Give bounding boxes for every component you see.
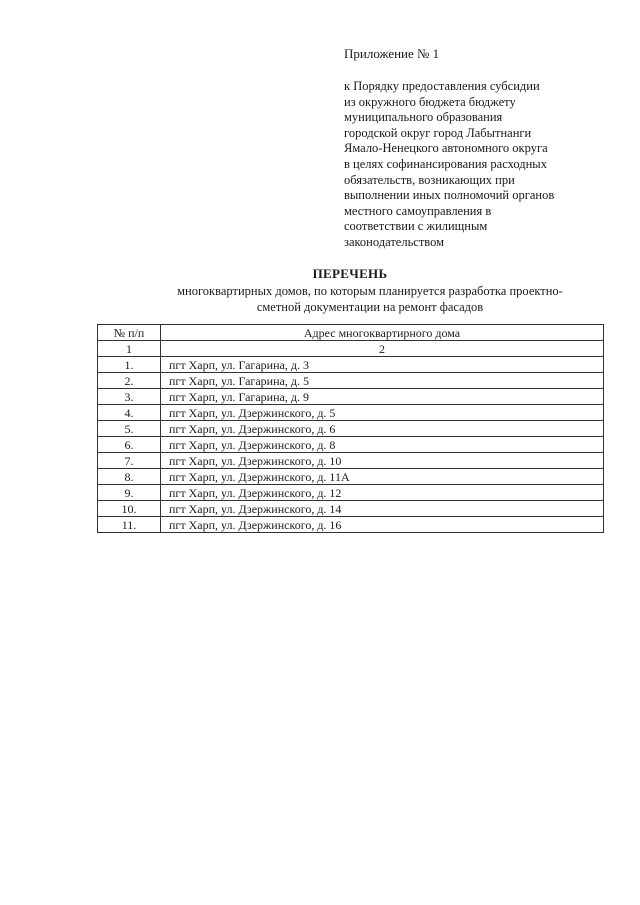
list-heading: ПЕРЕЧЕНЬ [312, 266, 388, 281]
table-row [98, 405, 604, 421]
table-row [98, 485, 604, 501]
row-address: пгт Харп, ул. Дзержинского, д. 6 [161, 421, 604, 437]
column-number-1: 1 [98, 341, 161, 357]
row-number: 3. [98, 389, 161, 405]
row-number: 11. [98, 517, 161, 533]
row-address: пгт Харп, ул. Дзержинского, д. 5 [161, 405, 604, 421]
table-row [98, 437, 604, 453]
appendix-line: выполнении иных полномочий органов [344, 188, 555, 203]
appendix-line: соответствии с жилищным [344, 219, 488, 234]
appendix-title: Приложение № 1 [344, 46, 440, 61]
appendix-line: местного самоуправления в [344, 203, 492, 218]
row-address: пгт Харп, ул. Дзержинского, д. 11А [161, 469, 604, 485]
row-number: 4. [98, 405, 161, 421]
table-column-numbers-row [98, 341, 604, 357]
column-number-2: 2 [161, 341, 604, 357]
list-subtitle-line: многоквартирных домов, по которым планируется разработка проектно- [177, 284, 563, 298]
row-number: 5. [98, 421, 161, 437]
table-row [98, 357, 604, 373]
table-row [98, 421, 604, 437]
appendix-line: законодательством [344, 234, 445, 249]
appendix-line: к Порядку предоставления субсидии [344, 79, 540, 93]
row-address: пгт Харп, ул. Дзержинского, д. 10 [161, 453, 604, 469]
appendix-line: Ямало-Ненецкого автономного округа [344, 141, 548, 156]
table-row [98, 373, 604, 389]
list-subtitle-line: сметной документации на ремонт фасадов [256, 300, 484, 314]
row-address: пгт Харп, ул. Гагарина, д. 9 [161, 389, 604, 405]
table-row [98, 453, 604, 469]
appendix-line: из окружного бюджета бюджету [344, 94, 516, 109]
row-number: 10. [98, 501, 161, 517]
row-number: 6. [98, 437, 161, 453]
table-row [98, 517, 604, 533]
row-address: пгт Харп, ул. Дзержинского, д. 8 [161, 437, 604, 453]
row-address: пгт Харп, ул. Дзержинского, д. 16 [161, 517, 604, 533]
table-row [98, 389, 604, 405]
appendix-description [344, 79, 614, 251]
row-address: пгт Харп, ул. Гагарина, д. 3 [161, 357, 604, 373]
appendix-line: в целях софинансирования расходных [344, 156, 547, 171]
list-subtitle [80, 283, 640, 315]
row-address: пгт Харп, ул. Гагарина, д. 5 [161, 373, 604, 389]
row-number: 7. [98, 453, 161, 469]
row-number: 2. [98, 373, 161, 389]
row-address: пгт Харп, ул. Дзержинского, д. 14 [161, 501, 604, 517]
table-row [98, 469, 604, 485]
appendix-line: городской округ город Лабытнанги [344, 125, 532, 140]
row-number: 8. [98, 469, 161, 485]
table-header-row [98, 325, 604, 341]
appendix-line: муниципального образования [344, 110, 503, 125]
header-number: № п/п [98, 325, 161, 341]
header-address: Адрес многоквартирного дома [161, 325, 604, 341]
table-row [98, 501, 604, 517]
row-number: 1. [98, 357, 161, 373]
buildings-table [97, 324, 604, 533]
row-number: 9. [98, 485, 161, 501]
appendix-line: обязательств, возникающих при [344, 172, 515, 187]
row-address: пгт Харп, ул. Дзержинского, д. 12 [161, 485, 604, 501]
